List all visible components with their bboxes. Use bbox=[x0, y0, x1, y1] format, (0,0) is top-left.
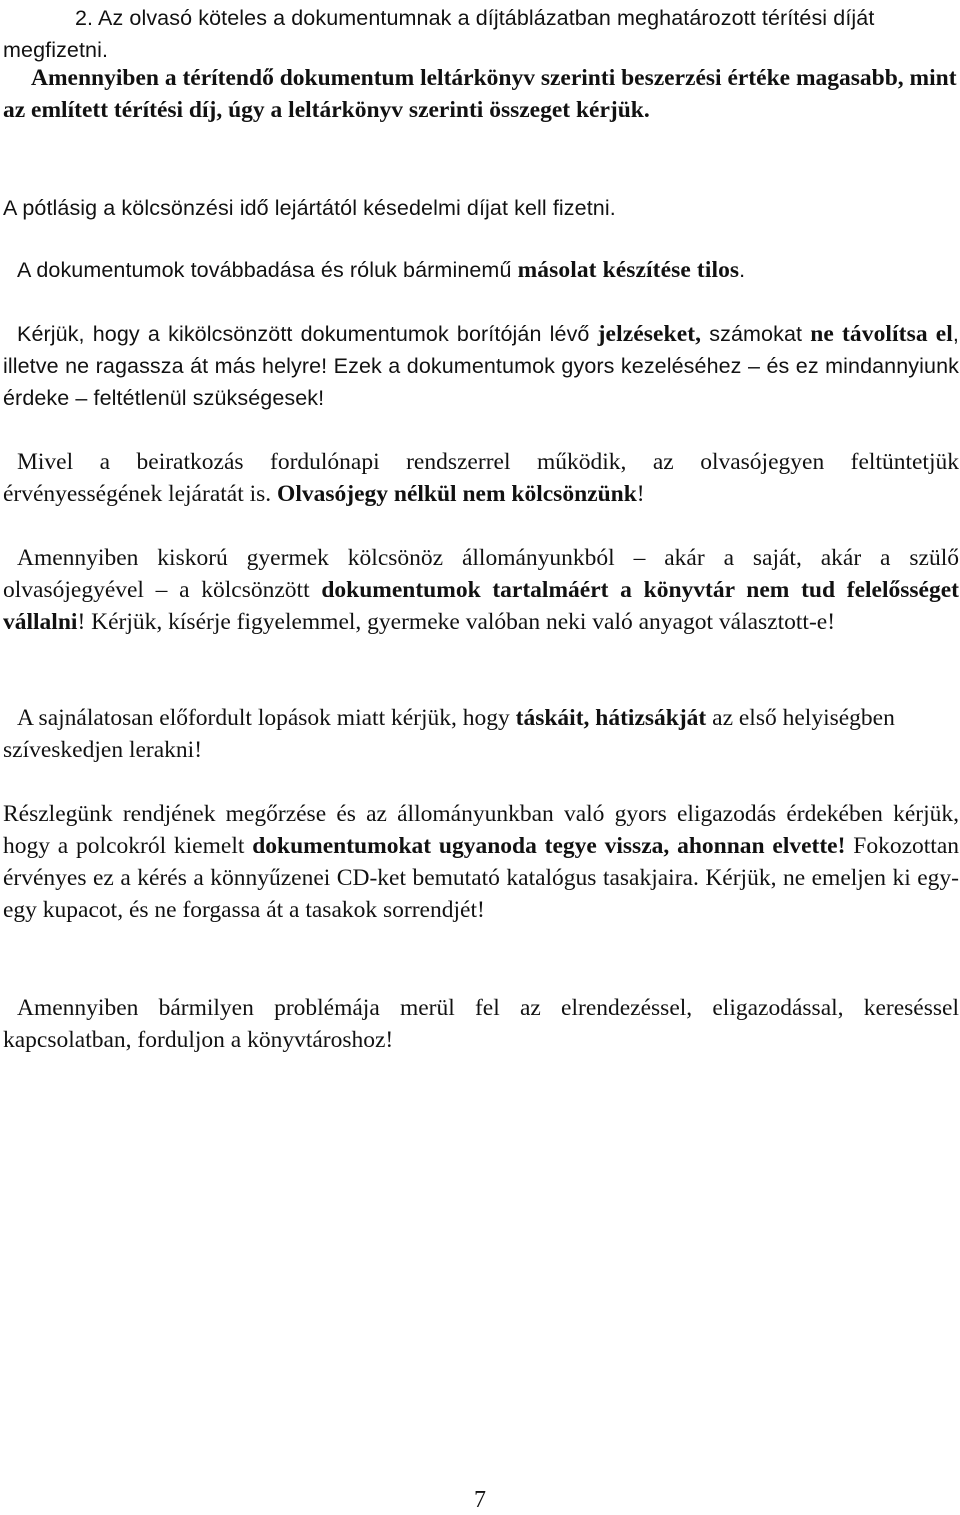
page-number: 7 bbox=[474, 1487, 486, 1513]
labels-rule-bold1: jelzéseket, bbox=[597, 321, 702, 347]
help-rule-paragraph bbox=[3, 992, 959, 1056]
labels-rule-part3: , illetve ne ragassza át más helyre! Ezek a dokumentumok gyors kezeléséhez – és ez mindannyiunk érdeke – feltétlenül szükségesek! bbox=[3, 322, 959, 410]
item-2-paragraph bbox=[3, 2, 959, 66]
help-rule-text: Amennyiben bármilyen problémája merül fel az elrendezéssel, eligazodással, kereséssel kapcsolatban, forduljon a könyvtároshoz! bbox=[3, 995, 959, 1053]
minors-rule-bold: dokumentumok tartalmáért a könyvtár nem tud felelősséget vállalni bbox=[3, 577, 959, 635]
late-fee-paragraph bbox=[3, 192, 959, 224]
item-2-number: 2. bbox=[75, 6, 94, 30]
minors-rule-paragraph bbox=[3, 542, 959, 638]
card-rule-paragraph bbox=[3, 446, 959, 510]
item-2-text: Az olvasó köteles a dokumentumnak a díjtáblázatban meghatározott térítési díját megfizetni. bbox=[3, 6, 875, 62]
item-2-bold-paragraph bbox=[3, 62, 959, 126]
card-rule-bold: Olvasójegy nélkül nem kölcsönzünk bbox=[277, 481, 637, 507]
labels-rule-part2: számokat bbox=[701, 322, 811, 346]
copy-rule-text: A dokumentumok továbbadása és róluk bárminemű bbox=[17, 258, 518, 282]
order-rule-part1: Részlegünk rendjének megőrzése és az állományunkban való gyors eligazodás érdekében kérjük, hogy a polcokról kiemelt bbox=[3, 801, 959, 859]
bags-rule-part2: az első helyiségben szíveskedjen lerakni! bbox=[3, 705, 895, 763]
minors-rule-part2: ! Kérjük, kísérje figyelemmel, gyermeke valóban neki való anyagot választott-e! bbox=[77, 609, 836, 635]
copy-rule-bold: másolat készítése tilos bbox=[517, 257, 740, 283]
bags-rule-paragraph bbox=[3, 702, 959, 766]
labels-rule-part1: Kérjük, hogy a kikölcsönzött dokumentumok borítóján lévő bbox=[17, 322, 598, 346]
bags-rule-bold: táskáit, hátizsákját bbox=[515, 705, 707, 731]
labels-rule-paragraph bbox=[3, 318, 959, 414]
order-rule-bold: dokumentumokat ugyanoda tegye vissza, ahonnan elvette! bbox=[252, 833, 846, 859]
order-rule-part2: Fokozottan érvényes ez a kérés a könnyűzenei CD-ket bemutató katalógus tasakjaira. Kérjük, ne emeljen ki egy-egy kupacot, és ne forgassa át a tasakok sorrendjét! bbox=[3, 833, 959, 923]
order-rule-paragraph bbox=[3, 798, 959, 926]
card-rule-text: Mivel a beiratkozás fordulónapi rendszerrel működik, az olvasójegyen feltüntetjük érvényességének lejáratát is. bbox=[3, 449, 959, 507]
copy-rule-paragraph bbox=[3, 254, 959, 286]
copy-rule-end: . bbox=[739, 258, 746, 282]
bags-rule-part1: A sajnálatosan előfordult lopások miatt kérjük, hogy bbox=[17, 705, 516, 731]
card-rule-end: ! bbox=[636, 481, 645, 507]
item-2-bold-text: Amennyiben a térítendő dokumentum leltárkönyv szerinti beszerzési értéke magasabb, mint az említett térítési díj, úgy a leltárkönyv szerinti összeget kérjük. bbox=[3, 65, 957, 123]
minors-rule-part1: Amennyiben kiskorú gyermek kölcsönöz állományunkból – akár a saját, akár a szülő olvasójegyével – a kölcsönzött bbox=[3, 545, 959, 603]
late-fee-text: A pótlásig a kölcsönzési idő lejártától késedelmi díjat kell fizetni. bbox=[3, 196, 616, 220]
labels-rule-bold2: ne távolítsa el bbox=[810, 321, 953, 347]
